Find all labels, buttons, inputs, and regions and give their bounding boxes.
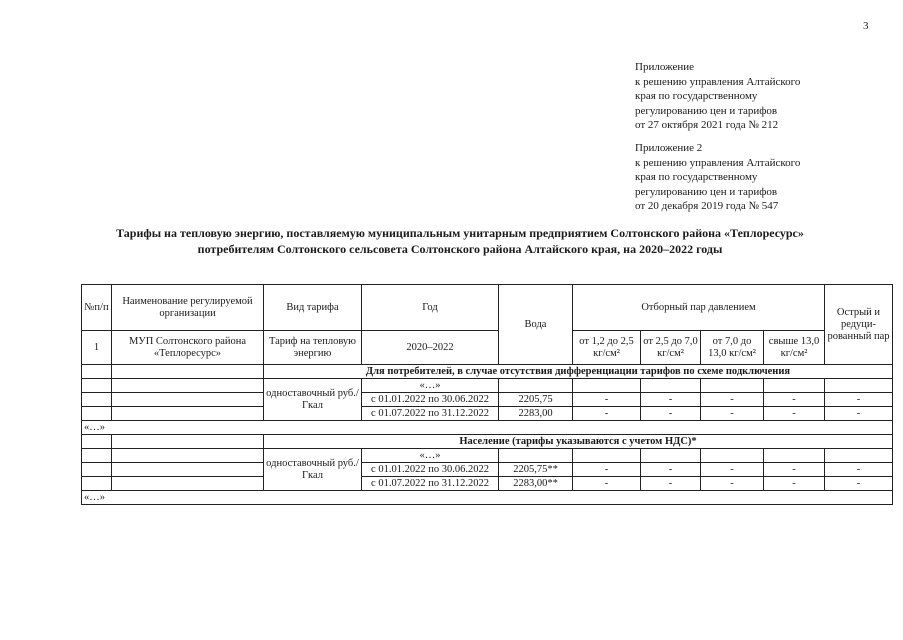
title-line: потребителям Солтонского сельсовета Солтонского района Алтайского края, на 2020–2022 годы	[197, 242, 723, 256]
value-cell: -	[573, 407, 641, 421]
tariff-label: одноставочный руб./Гкал	[264, 449, 362, 491]
table-row	[82, 449, 893, 463]
value-cell: -	[825, 477, 893, 491]
section-1-title: Для потребителей, в случае отсутствия дифференциации тарифов по схеме подключения	[264, 365, 893, 379]
header-row	[82, 285, 893, 331]
period-cell: с 01.01.2022 по 30.06.2022	[362, 463, 499, 477]
title-line: Тарифы на тепловую энергию, поставляемую муниципальным унитарным предприятием Солтонского района «Теплоресурс»	[116, 226, 804, 240]
header-pressure-2: от 2,5 до 7,0 кг/см²	[641, 331, 701, 365]
value-cell: -	[701, 477, 764, 491]
appendix-line: регулированию цен и тарифов	[635, 104, 778, 117]
table-row	[82, 407, 893, 421]
value-cell: -	[825, 407, 893, 421]
table-row	[82, 463, 893, 477]
water-value: 2205,75**	[499, 463, 573, 477]
header-num: №п/п	[82, 285, 112, 331]
header-steam-pressure: Отборный пар давлением	[573, 285, 825, 331]
appendix-line: от 27 октября 2021 года № 212	[635, 119, 779, 131]
section-2-title: Население (тарифы указываются с учетом НДС)*	[264, 435, 893, 449]
row-number: 1	[82, 331, 112, 365]
header-pressure-4: свыше 13,0 кг/см²	[764, 331, 825, 365]
header-tariff-type: Вид тарифа	[264, 285, 362, 331]
ellipsis-cell: «…»	[82, 421, 893, 435]
appendix-line: от 20 декабря 2019 года № 547	[635, 200, 779, 212]
appendix-line: к решению управления Алтайского	[635, 75, 801, 88]
period-cell: с 01.01.2022 по 30.06.2022	[362, 393, 499, 407]
value-cell: -	[641, 407, 701, 421]
value-cell: -	[764, 407, 825, 421]
header-year: Год	[362, 285, 499, 331]
ellipsis-row	[82, 491, 893, 505]
value-cell: -	[573, 393, 641, 407]
tariff-name: Тариф на тепловую энергию	[264, 331, 362, 365]
header-org: Наименование регулируемой организации	[112, 285, 264, 331]
water-value: 2205,75	[499, 393, 573, 407]
section-title-row	[82, 435, 893, 449]
value-cell: -	[701, 407, 764, 421]
appendix-line: к решению управления Алтайского	[635, 156, 801, 169]
value-cell: -	[641, 393, 701, 407]
water-value: 2283,00	[499, 407, 573, 421]
water-value: 2283,00**	[499, 477, 573, 491]
appendix-line: Приложение	[635, 61, 695, 73]
value-cell: -	[701, 393, 764, 407]
appendix-line: края по государственному	[635, 171, 758, 183]
appendix-line: Приложение 2	[635, 142, 703, 154]
table-row	[82, 477, 893, 491]
table-row	[82, 379, 893, 393]
appendix-1-note	[635, 60, 800, 133]
document-title	[60, 225, 860, 257]
organization-name: МУП Солтонского района «Теплоресурс»	[112, 331, 264, 365]
info-row	[82, 331, 893, 365]
header-sharp-steam: Острый и редуци-рованный пар	[825, 285, 893, 365]
ellipsis-cell: «…»	[362, 449, 499, 463]
tariff-label: одноставочный руб./Гкал	[264, 379, 362, 421]
value-cell: -	[764, 477, 825, 491]
value-cell: -	[825, 463, 893, 477]
tariff-table	[81, 284, 893, 505]
value-cell: -	[825, 393, 893, 407]
appendix-line: края по государственному	[635, 90, 758, 102]
value-cell: -	[641, 463, 701, 477]
value-cell: -	[573, 463, 641, 477]
appendix-line: регулированию цен и тарифов	[635, 185, 778, 198]
value-cell: -	[701, 463, 764, 477]
header-pressure-1: от 1,2 до 2,5 кг/см²	[573, 331, 641, 365]
tariff-years: 2020–2022	[362, 331, 499, 365]
value-cell: -	[764, 393, 825, 407]
ellipsis-cell: «…»	[362, 379, 499, 393]
period-cell: с 01.07.2022 по 31.12.2022	[362, 407, 499, 421]
value-cell: -	[641, 477, 701, 491]
header-water: Вода	[499, 285, 573, 365]
section-title-row	[82, 365, 893, 379]
value-cell: -	[573, 477, 641, 491]
appendix-2-note	[635, 141, 800, 214]
value-cell: -	[764, 463, 825, 477]
header-pressure-3: от 7,0 до 13,0 кг/см²	[701, 331, 764, 365]
ellipsis-cell: «…»	[82, 491, 893, 505]
period-cell: с 01.07.2022 по 31.12.2022	[362, 477, 499, 491]
page-number: 3	[863, 20, 869, 32]
table-row	[82, 393, 893, 407]
ellipsis-row	[82, 421, 893, 435]
